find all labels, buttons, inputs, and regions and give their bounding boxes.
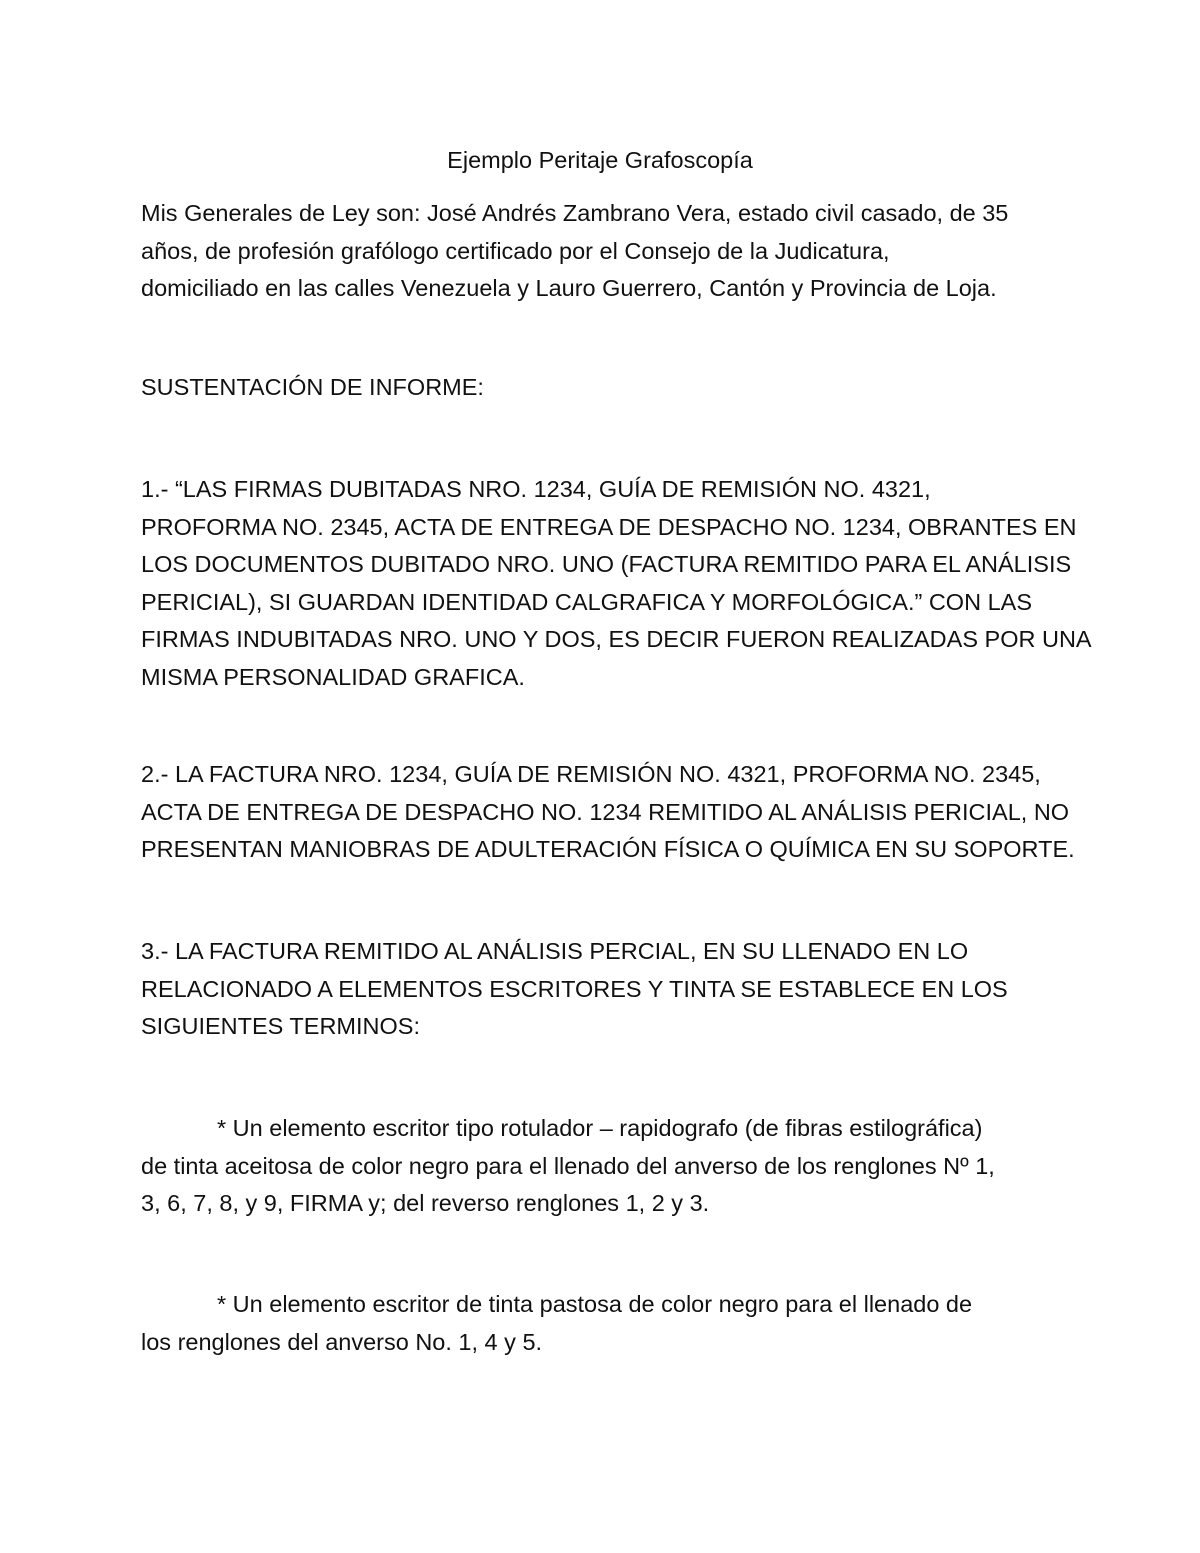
bullet-1-line: * Un elemento escritor tipo rotulador – rapidografo (de fibras estilográfica) bbox=[217, 1115, 983, 1141]
item-3-line: SIGUIENTES TERMINOS: bbox=[141, 1013, 420, 1039]
item-1-line: MISMA PERSONALIDAD GRAFICA. bbox=[141, 663, 525, 690]
item-1-line: PERICIAL), SI GUARDAN IDENTIDAD CALGRAFICA Y MORFOLÓGICA.” CON LAS bbox=[141, 588, 1032, 615]
intro-line: domiciliado en las calles Venezuela y Lauro Guerrero, Cantón y Provincia de Loja. bbox=[141, 275, 997, 301]
item-1-paragraph bbox=[141, 471, 1092, 696]
bullet-1-line: de tinta aceitosa de color negro para el llenado del anverso de los renglones Nº 1, bbox=[141, 1152, 995, 1179]
bullet-2-paragraph bbox=[141, 1286, 1071, 1361]
item-1-line: LOS DOCUMENTOS DUBITADO NRO. UNO (FACTURA REMITIDO PARA EL ANÁLISIS bbox=[141, 551, 1072, 577]
intro-line: años, de profesión grafólogo certificado por el Consejo de la Judicatura, bbox=[141, 237, 890, 264]
bullet-2-line: los renglones del anverso No. 1, 4 y 5. bbox=[141, 1328, 543, 1355]
bullet-2-line: * Un elemento escritor de tinta pastosa de color negro para el llenado de bbox=[217, 1291, 973, 1317]
item-1-line: 1.- “LAS FIRMAS DUBITADAS NRO. 1234, GUÍA DE REMISIÓN NO. 4321, bbox=[141, 476, 931, 502]
item-2-line: ACTA DE ENTREGA DE DESPACHO NO. 1234 REMITIDO AL ANÁLISIS PERICIAL, NO bbox=[141, 798, 1070, 825]
item-1-line: FIRMAS INDUBITADAS NRO. UNO Y DOS, ES DECIR FUERON REALIZADAS POR UNA bbox=[141, 626, 1092, 652]
item-2-line: 2.- LA FACTURA NRO. 1234, GUÍA DE REMISIÓN NO. 4321, PROFORMA NO. 2345, bbox=[141, 761, 1041, 787]
document-title: Ejemplo Peritaje Grafoscopía bbox=[447, 147, 753, 173]
intro-paragraph bbox=[141, 195, 1071, 308]
item-2-paragraph bbox=[141, 756, 1075, 869]
intro-line: Mis Generales de Ley son: José Andrés Zambrano Vera, estado civil casado, de 35 bbox=[141, 200, 1009, 226]
item-2-line: PRESENTAN MANIOBRAS DE ADULTERACIÓN FÍSICA O QUÍMICA EN SU SOPORTE. bbox=[141, 836, 1075, 862]
item-1-line: PROFORMA NO. 2345, ACTA DE ENTREGA DE DESPACHO NO. 1234, OBRANTES EN bbox=[141, 513, 1077, 540]
section-heading: SUSTENTACIÓN DE INFORME: bbox=[141, 374, 484, 400]
item-3-paragraph bbox=[141, 933, 1071, 1046]
bullet-1-paragraph bbox=[141, 1110, 1071, 1223]
item-3-line: RELACIONADO A ELEMENTOS ESCRITORES Y TINTA SE ESTABLECE EN LOS bbox=[141, 975, 1008, 1002]
item-3-line: 3.- LA FACTURA REMITIDO AL ANÁLISIS PERCIAL, EN SU LLENADO EN LO bbox=[141, 938, 969, 964]
bullet-1-line: 3, 6, 7, 8, y 9, FIRMA y; del reverso renglones 1, 2 y 3. bbox=[141, 1190, 710, 1216]
